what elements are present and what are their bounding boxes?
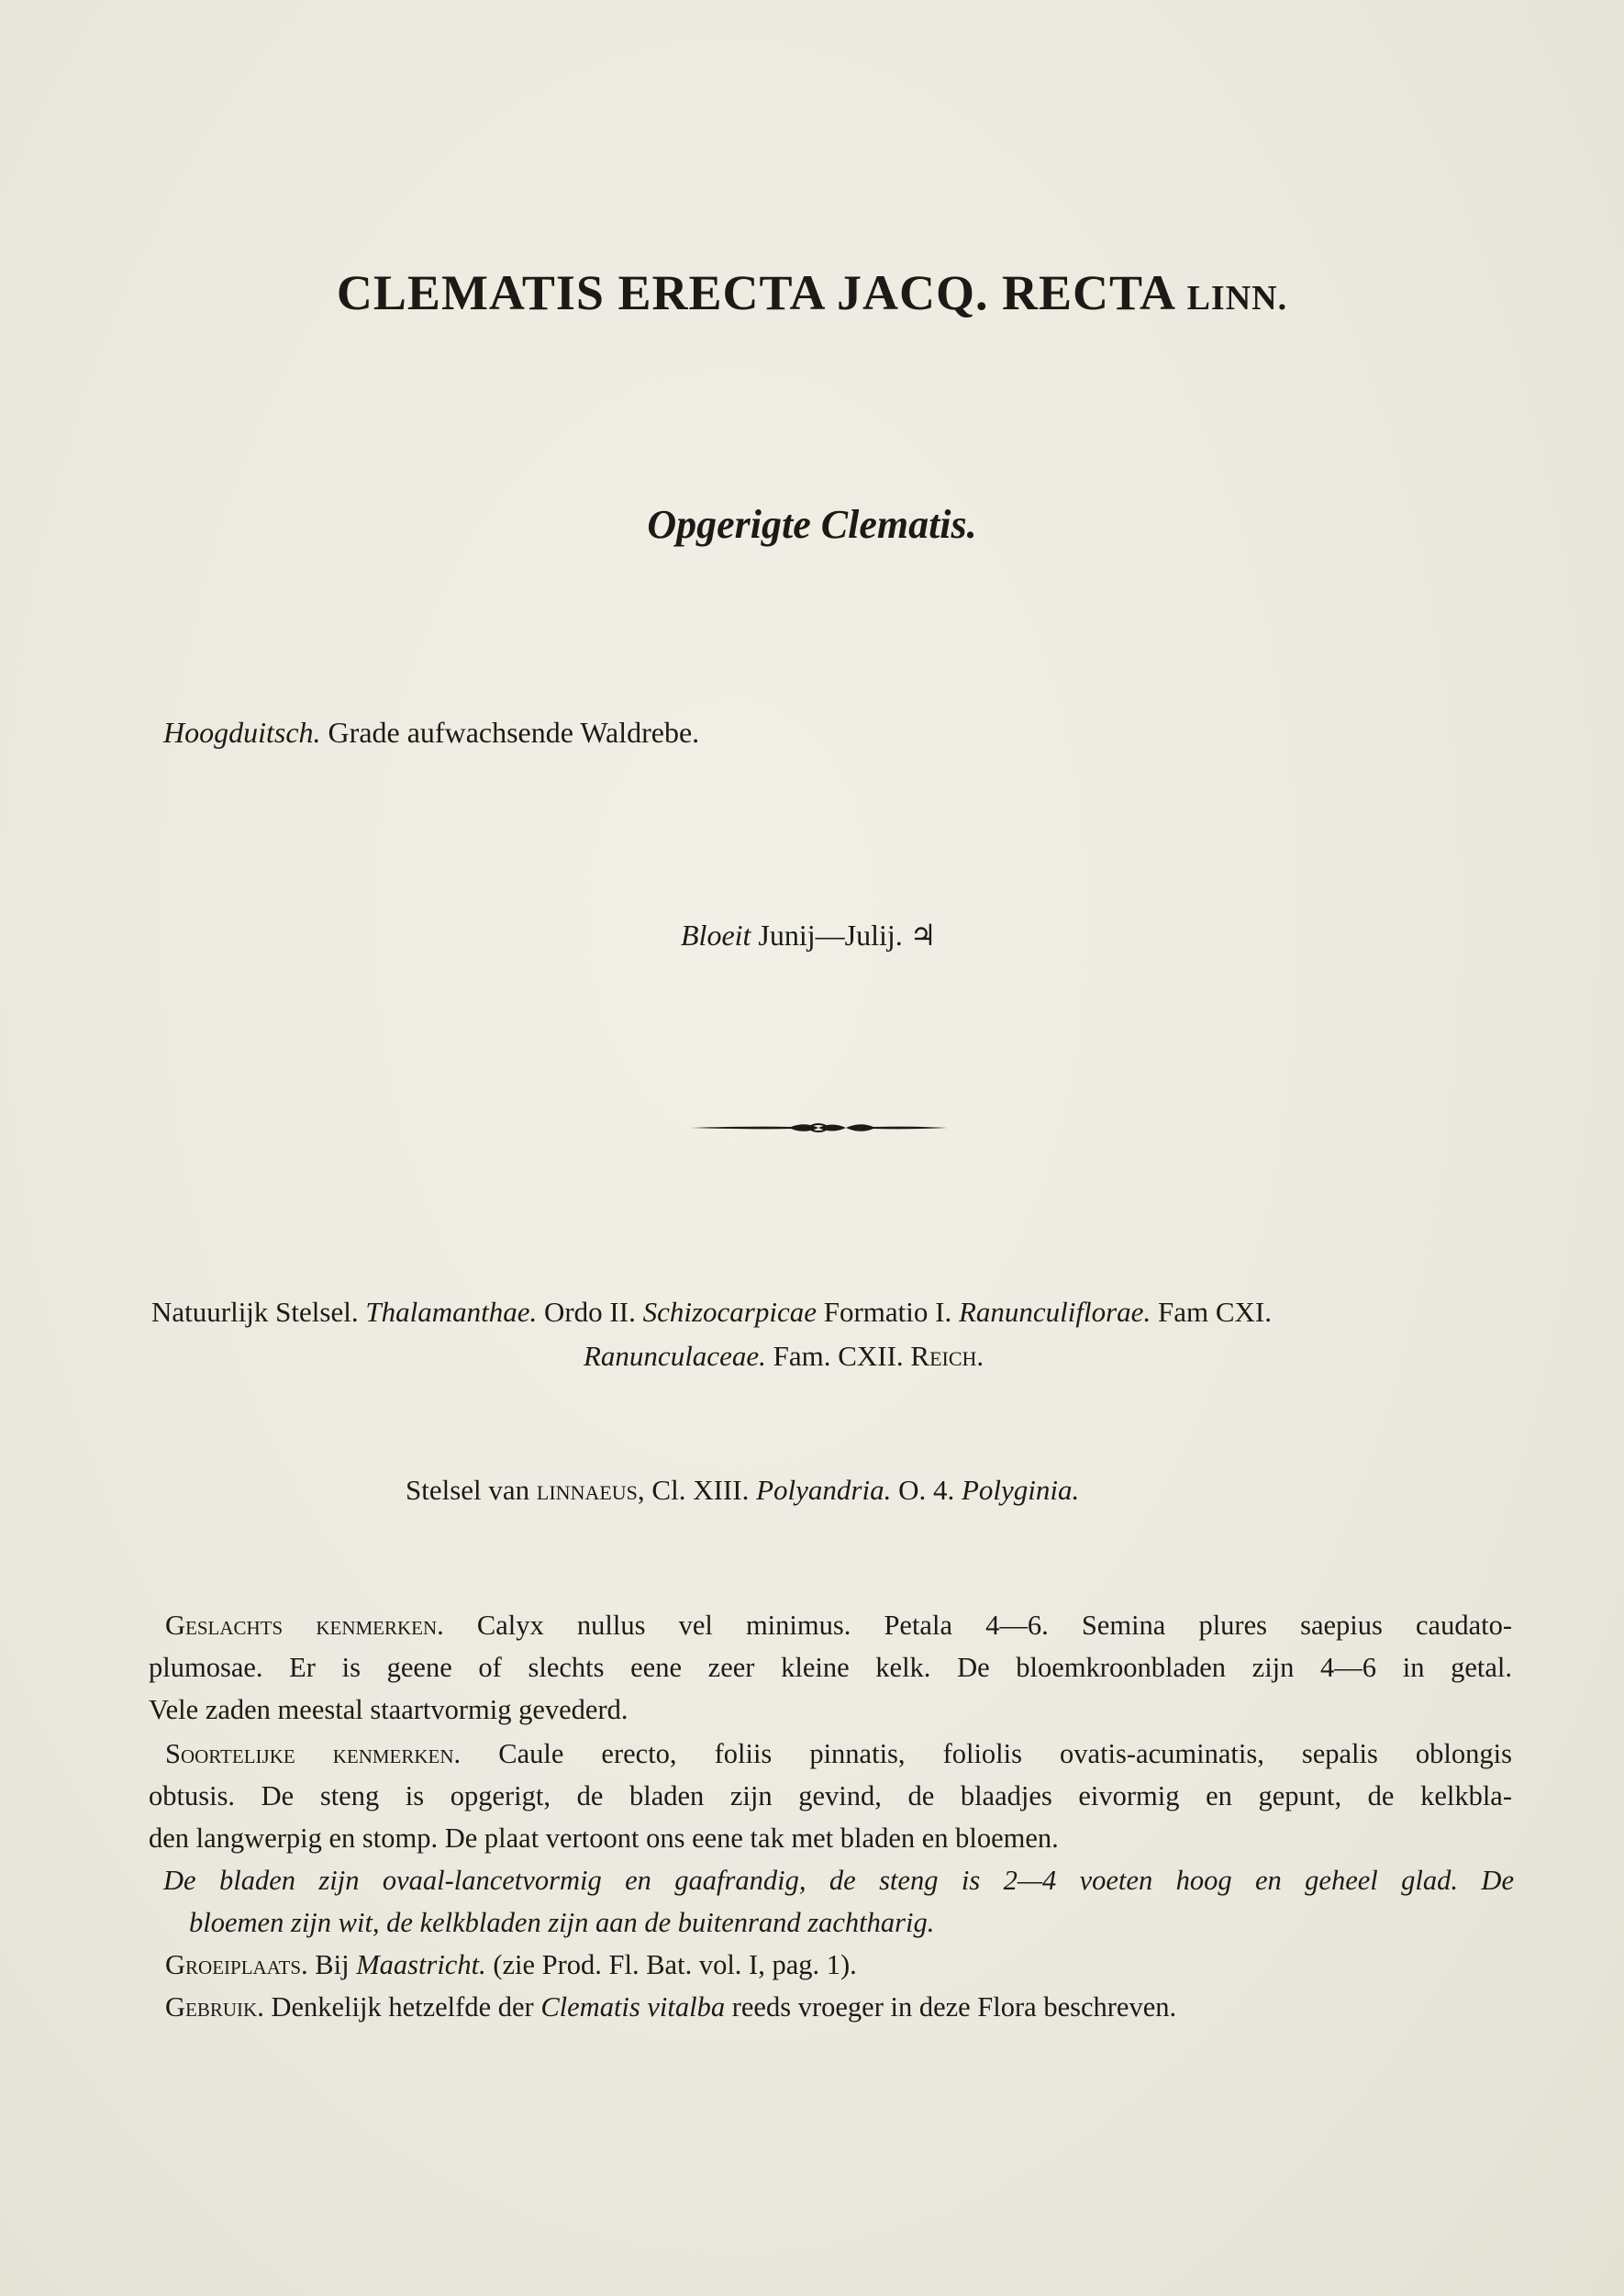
linnaeus-label: Stelsel van — [406, 1474, 530, 1506]
habitat — [165, 1944, 1529, 1986]
natural-system-class: Thalamanthae. — [365, 1296, 538, 1328]
natural-system-formatio: Formatio I. — [823, 1296, 952, 1328]
natural-system-ordo: Ordo II. — [543, 1296, 636, 1328]
species-line-1 — [149, 1733, 1512, 1775]
linnaeus-system-line — [406, 1474, 1079, 1507]
description — [163, 1859, 1514, 1944]
page-title — [0, 264, 1624, 321]
title-main: CLEMATIS ERECTA JACQ. RECTA — [336, 265, 1174, 320]
habitat-label: Groeiplaats. — [165, 1949, 308, 1980]
linnaeus-class: Cl. XIII. — [651, 1474, 750, 1506]
usage-text-a: Denkelijk hetzelfde der — [271, 1991, 534, 2023]
linnaeus-order-name: Polyginia. — [961, 1474, 1080, 1506]
linnaeus-name: linnaeus, — [536, 1474, 645, 1506]
german-text: Grade aufwachsende Waldrebe. — [328, 716, 700, 749]
german-label: Hoogduitsch. — [163, 716, 321, 749]
species-text-2: obtusis. De steng is opgerigt, de bladen zijn gevind, de blaadjes eivormig en gepunt, de kelkbla- — [149, 1780, 1512, 1811]
species-text-1: Caule erecto, foliis pinnatis, foliolis ovatis-acuminatis, sepalis oblongis — [498, 1738, 1512, 1769]
natural-system-family-name: Ranunculaceae. — [584, 1340, 766, 1372]
genus-text-3: Vele zaden meestal staartvormig gevederd. — [149, 1694, 628, 1725]
linnaeus-class-name: Polyandria. — [756, 1474, 892, 1506]
natural-system-line-2 — [584, 1340, 984, 1373]
genus-text-2: plumosae. Er is geene of slechts eene zeer kleine kelk. De bloemkroonbladen zijn 4—6 in getal. — [149, 1652, 1512, 1683]
habitat-text-a: Bij — [315, 1949, 350, 1980]
natural-system-line-1 — [151, 1296, 1272, 1329]
natural-system-ordo-name: Schizocarpicae — [642, 1296, 817, 1328]
genus-line-1 — [149, 1604, 1512, 1646]
genus-characteristics — [149, 1604, 1512, 1731]
bloom-label: Bloeit — [681, 919, 751, 952]
species-label: Soortelijke kenmerken. — [165, 1738, 462, 1769]
usage-species: Clematis vitalba — [540, 1991, 726, 2023]
description-text-2: bloemen zijn wit, de kelkbladen zijn aan de buitenrand zachtharig. — [189, 1907, 935, 1938]
description-text-1: De bladen zijn ovaal-lancetvormig en gaafrandig, de steng is 2—4 voeten hoog en geheel glad. De — [163, 1865, 1514, 1896]
usage-line — [165, 1986, 1529, 2028]
page-subtitle: Opgerigte Clematis. — [647, 502, 977, 547]
natural-system-author: Reich. — [910, 1340, 984, 1372]
species-text-3: den langwerpig en stomp. De plaat vertoont ons eene tak met bladen en bloemen. — [149, 1822, 1059, 1854]
usage-text-c: reeds vroeger in deze Flora beschreven. — [731, 1991, 1177, 2023]
usage — [165, 1986, 1529, 2028]
species-characteristics — [149, 1733, 1512, 1859]
natural-system-fam: Fam CXI. — [1157, 1296, 1272, 1328]
usage-label: Gebruik. — [165, 1991, 264, 2023]
natural-system-formatio-name: Ranunculiflorae. — [958, 1296, 1151, 1328]
bloom-line — [681, 918, 936, 953]
title-suffix: LINN. — [1186, 279, 1288, 318]
ornament-divider — [690, 1118, 947, 1138]
natural-system-fam-2: Fam. CXII. — [773, 1340, 904, 1372]
genus-label: Geslachts kenmerken. — [165, 1610, 444, 1641]
habitat-place: Maastricht. — [356, 1949, 486, 1980]
german-name-line — [163, 716, 699, 750]
linnaeus-order: O. 4. — [898, 1474, 955, 1506]
genus-text-1: Calyx nullus vel minimus. Petala 4—6. Semina plures saepius caudato- — [476, 1610, 1513, 1641]
bloom-text: Junij—Julij. ♃ — [758, 919, 937, 952]
habitat-reference: (zie Prod. Fl. Bat. vol. I, pag. 1). — [493, 1949, 857, 1980]
habitat-line — [165, 1944, 1529, 1986]
natural-system-label: Natuurlijk Stelsel. — [151, 1296, 359, 1328]
